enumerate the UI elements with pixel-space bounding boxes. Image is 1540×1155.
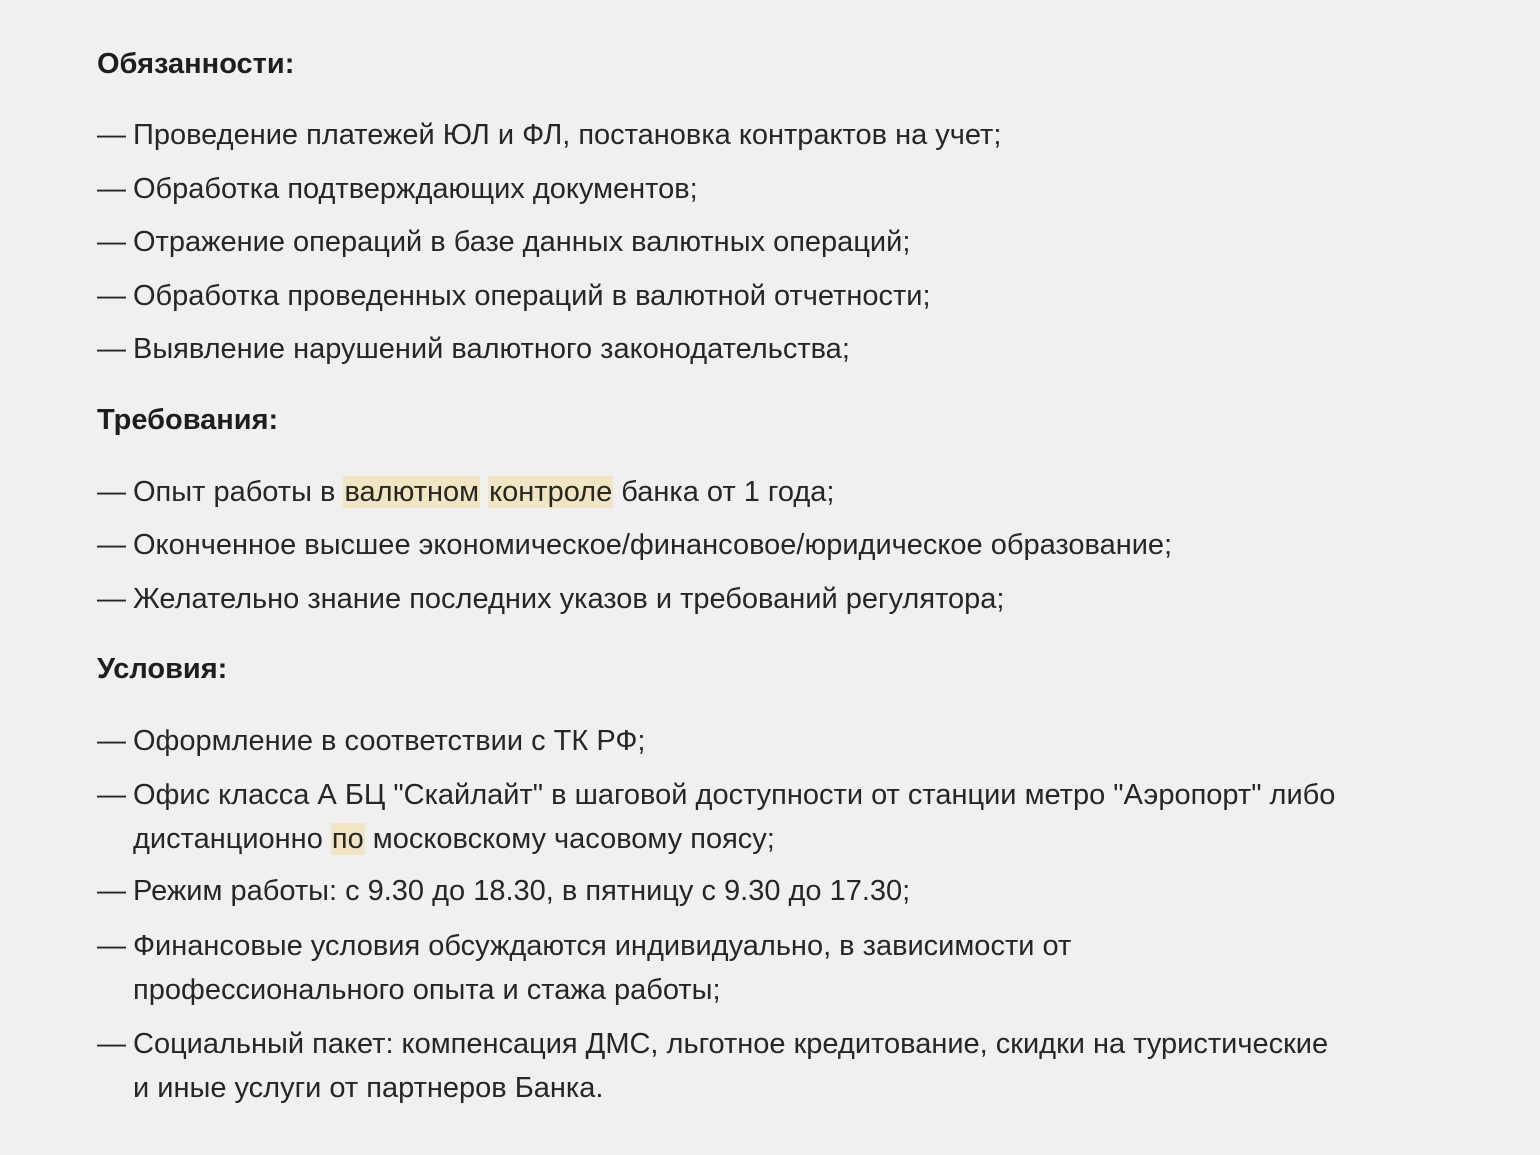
dash-bullet: — <box>97 173 126 205</box>
list-item-text: Желательно знание последних указов и требований регулятора; <box>133 583 1005 615</box>
list-item <box>97 523 1477 567</box>
list-item-text: Оконченное высшее экономическое/финансовое/юридическое образование; <box>133 529 1173 561</box>
list-item <box>97 924 1477 1012</box>
highlighted-word: по <box>331 823 364 855</box>
list-item <box>97 719 1477 763</box>
dash-bullet: — <box>97 725 126 757</box>
list-item-text: Обработка проведенных операций в валютной отчетности; <box>133 280 931 312</box>
list-item <box>97 327 1477 371</box>
list-item-text-line-1: Социальный пакет: компенсация ДМС, льготное кредитование, скидки на туристические <box>133 1028 1329 1060</box>
list-item-text-line-1: Офис класса А БЦ "Скайлайт" в шаговой доступности от станции метро "Аэропорт" либо <box>133 779 1336 811</box>
list-item-text: Режим работы: с 9.30 до 18.30, в пятницу с 9.30 до 17.30; <box>133 875 911 907</box>
list-item <box>97 470 1477 514</box>
list-item-text-line-1: Финансовые условия обсуждаются индивидуально, в зависимости от <box>133 930 1072 962</box>
list-item-text-line-2 <box>133 817 1477 861</box>
text-segment: московскому часовому поясу; <box>364 823 775 855</box>
dash-bullet: — <box>97 226 126 258</box>
list-item-text: Обработка подтверждающих документов; <box>133 173 698 205</box>
list-item <box>97 113 1477 157</box>
list-item <box>97 220 1477 264</box>
text-segment: Опыт работы в <box>133 476 344 508</box>
list-item <box>97 869 1477 913</box>
list-item <box>97 1022 1477 1110</box>
list-item-text: Выявление нарушений валютного законодательства; <box>133 333 850 365</box>
list-item-text: Оформление в соответствии с ТК РФ; <box>133 725 646 757</box>
text-segment: банка от 1 года; <box>613 476 835 508</box>
list-item <box>97 773 1477 861</box>
dash-bullet: — <box>97 476 126 508</box>
list-item-text-line-2: и иные услуги от партнеров Банка. <box>133 1072 604 1104</box>
list-item-text <box>133 470 1477 514</box>
section-heading-duties: Обязанности: <box>97 48 295 80</box>
text-segment <box>480 476 488 508</box>
highlighted-word: валютном <box>344 476 480 508</box>
section-heading-requirements: Требования: <box>97 404 279 436</box>
section-heading-conditions: Условия: <box>97 653 228 685</box>
dash-bullet: — <box>97 1028 126 1060</box>
list-item <box>97 577 1477 621</box>
dash-bullet: — <box>97 583 126 615</box>
list-item <box>97 167 1477 211</box>
dash-bullet: — <box>97 875 126 907</box>
dash-bullet: — <box>97 333 126 365</box>
list-item-text-line-2: профессионального опыта и стажа работы; <box>133 974 721 1006</box>
dash-bullet: — <box>97 930 126 962</box>
list-item-text: Отражение операций в базе данных валютных операций; <box>133 226 911 258</box>
dash-bullet: — <box>97 529 126 561</box>
dash-bullet: — <box>97 280 126 312</box>
dash-bullet: — <box>97 119 126 151</box>
list-item-text: Проведение платежей ЮЛ и ФЛ, постановка контрактов на учет; <box>133 119 1002 151</box>
highlighted-word: контроле <box>489 476 613 508</box>
text-segment: дистанционно <box>133 823 331 855</box>
list-item <box>97 274 1477 318</box>
dash-bullet: — <box>97 779 126 811</box>
